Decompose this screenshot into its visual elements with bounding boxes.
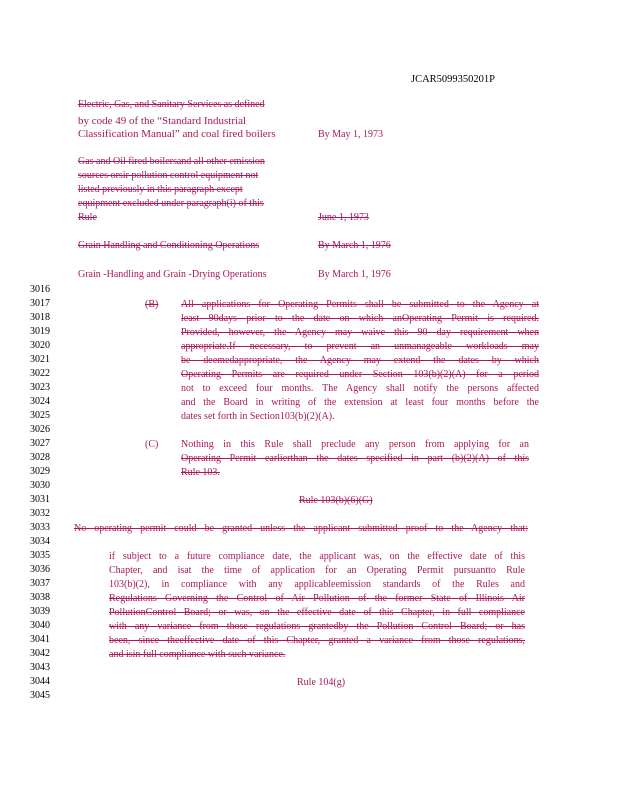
para-b-line: All applications for Operating Permits shall be submitted to the Agency at [181, 299, 539, 310]
line-number: 3025 [30, 410, 50, 421]
row2-date: June 1, 1973 [318, 212, 369, 223]
line-number: 3043 [30, 662, 50, 673]
line-number: 3021 [30, 354, 50, 365]
para-b-label: (B) [145, 299, 159, 310]
line-number: 3032 [30, 508, 50, 519]
row3-date: By March 1, 1976 [318, 240, 391, 251]
row1-date: By May 1, 1973 [318, 129, 383, 140]
line-number: 3039 [30, 606, 50, 617]
row3-label: Grain Handling and Conditioning Operations [78, 240, 260, 251]
line-number: 3026 [30, 424, 50, 435]
para-if-line: and isin full compliance with such variance. [109, 649, 286, 660]
para-c-line: Nothing in this Rule shall preclude any person from applying for an [181, 439, 529, 450]
line-number: 3024 [30, 396, 50, 407]
para-if-line: 103(b)(2), in compliance with any applicableemission standards of the Rules and [109, 579, 525, 590]
line-number: 3045 [30, 690, 50, 701]
row4-date: By March 1, 1976 [318, 269, 391, 280]
para-if-line: Chapter, and isat the time of application for an Operating Permit pursuantto Rule [109, 565, 525, 576]
para-if-line: if subject to a future compliance date, the applicant was, on the effective date of this [109, 551, 525, 562]
row4-label: Grain -Handling and Grain -Drying Operations [78, 269, 267, 280]
document-id: JCAR5099350201P [411, 74, 496, 85]
row1-line3: Classification Manual” and coal fired boilers [78, 128, 276, 140]
line-number: 3037 [30, 578, 50, 589]
line-number: 3035 [30, 550, 50, 561]
line-number: 3020 [30, 340, 50, 351]
para-b-line: dates set forth in Section103(b)(2)(A). [181, 411, 335, 422]
row1-struck-text: Electric, Gas, and Sanitary Services as defined [78, 99, 265, 110]
line-number: 3027 [30, 438, 50, 449]
line-number: 3018 [30, 312, 50, 323]
para-if-line: with any variance from those regulations grantedby the Pollution Control Board; or has [109, 621, 525, 632]
para-c-text [181, 438, 529, 480]
line-number: 3041 [30, 634, 50, 645]
line-number: 3042 [30, 648, 50, 659]
line-number: 3019 [30, 326, 50, 337]
line-number: 3038 [30, 592, 50, 603]
row2-line3: listed previously in this paragraph except [78, 184, 243, 195]
row2-line2: sources orsir pollution control equipment not [78, 170, 259, 181]
rule-103b6g-heading: Rule 103(b)(6)(G) [299, 495, 373, 506]
para-b-line: be deemedappropriate, the Agency may extend the dates by which [181, 355, 539, 366]
line-number: 3028 [30, 452, 50, 463]
line-number: 3034 [30, 536, 50, 547]
rule-104g-heading: Rule 104(g) [297, 677, 346, 688]
no-operating-permit-text [74, 522, 528, 536]
line-number: 3023 [30, 382, 50, 393]
para-if-line: PollutionControl Board; or was, on the effective date of this Chapter, in full compliance [109, 607, 525, 618]
para-c-label: (C) [145, 439, 159, 450]
para-b-line: not to exceed four months. The Agency shall notify the persons affected [181, 383, 539, 394]
row2-line5: Rule [78, 212, 97, 223]
para-c-line: Operating Permit earlierthan the dates specified in part (b)(2)(A) of this [181, 453, 529, 464]
para-b-line: and the Board in writing of the extension at least four months before the [181, 397, 539, 408]
line-number: 3016 [30, 284, 50, 295]
line-number: 3022 [30, 368, 50, 379]
para-b-line: Operating Permits are required under Section 103(b)(2)(A) for a period [181, 369, 539, 380]
line-number: 3031 [30, 494, 50, 505]
line-number: 3033 [30, 522, 50, 533]
para-b-line: least 90days prior to the date on which anOperating Permit is required. [181, 313, 539, 324]
no-operating-line: No operating permit could be granted unless the applicant submitted proof to the Agency that: [74, 523, 528, 534]
para-b-text [181, 298, 539, 424]
line-number: 3044 [30, 676, 50, 687]
para-if-line: been, since theeffective date of this Chapter, granted a variance from those regulations, [109, 635, 525, 646]
row1-line2: by code 49 of the “Standard Industrial [78, 115, 247, 127]
line-number: 3036 [30, 564, 50, 575]
line-number: 3017 [30, 298, 50, 309]
line-number: 3040 [30, 620, 50, 631]
para-if-line: Regulations Governing the Control of Air Pollution of the former State of Illinois Air [109, 593, 525, 604]
para-b-line: appropriate.If necessary, to prevent an unmanageable workloads may [181, 341, 539, 352]
para-b-line: Provided, however, the Agency may waive this 90 day requirement when [181, 327, 539, 338]
line-number: 3030 [30, 480, 50, 491]
para-if-subject [109, 550, 525, 662]
row2-line4: equipment excluded under paragraph(i) of this [78, 198, 264, 209]
line-number: 3029 [30, 466, 50, 477]
para-c-line: Rule 103. [181, 467, 220, 478]
row2-line1: Gas and Oil fired boilersand all other emission [78, 156, 265, 167]
